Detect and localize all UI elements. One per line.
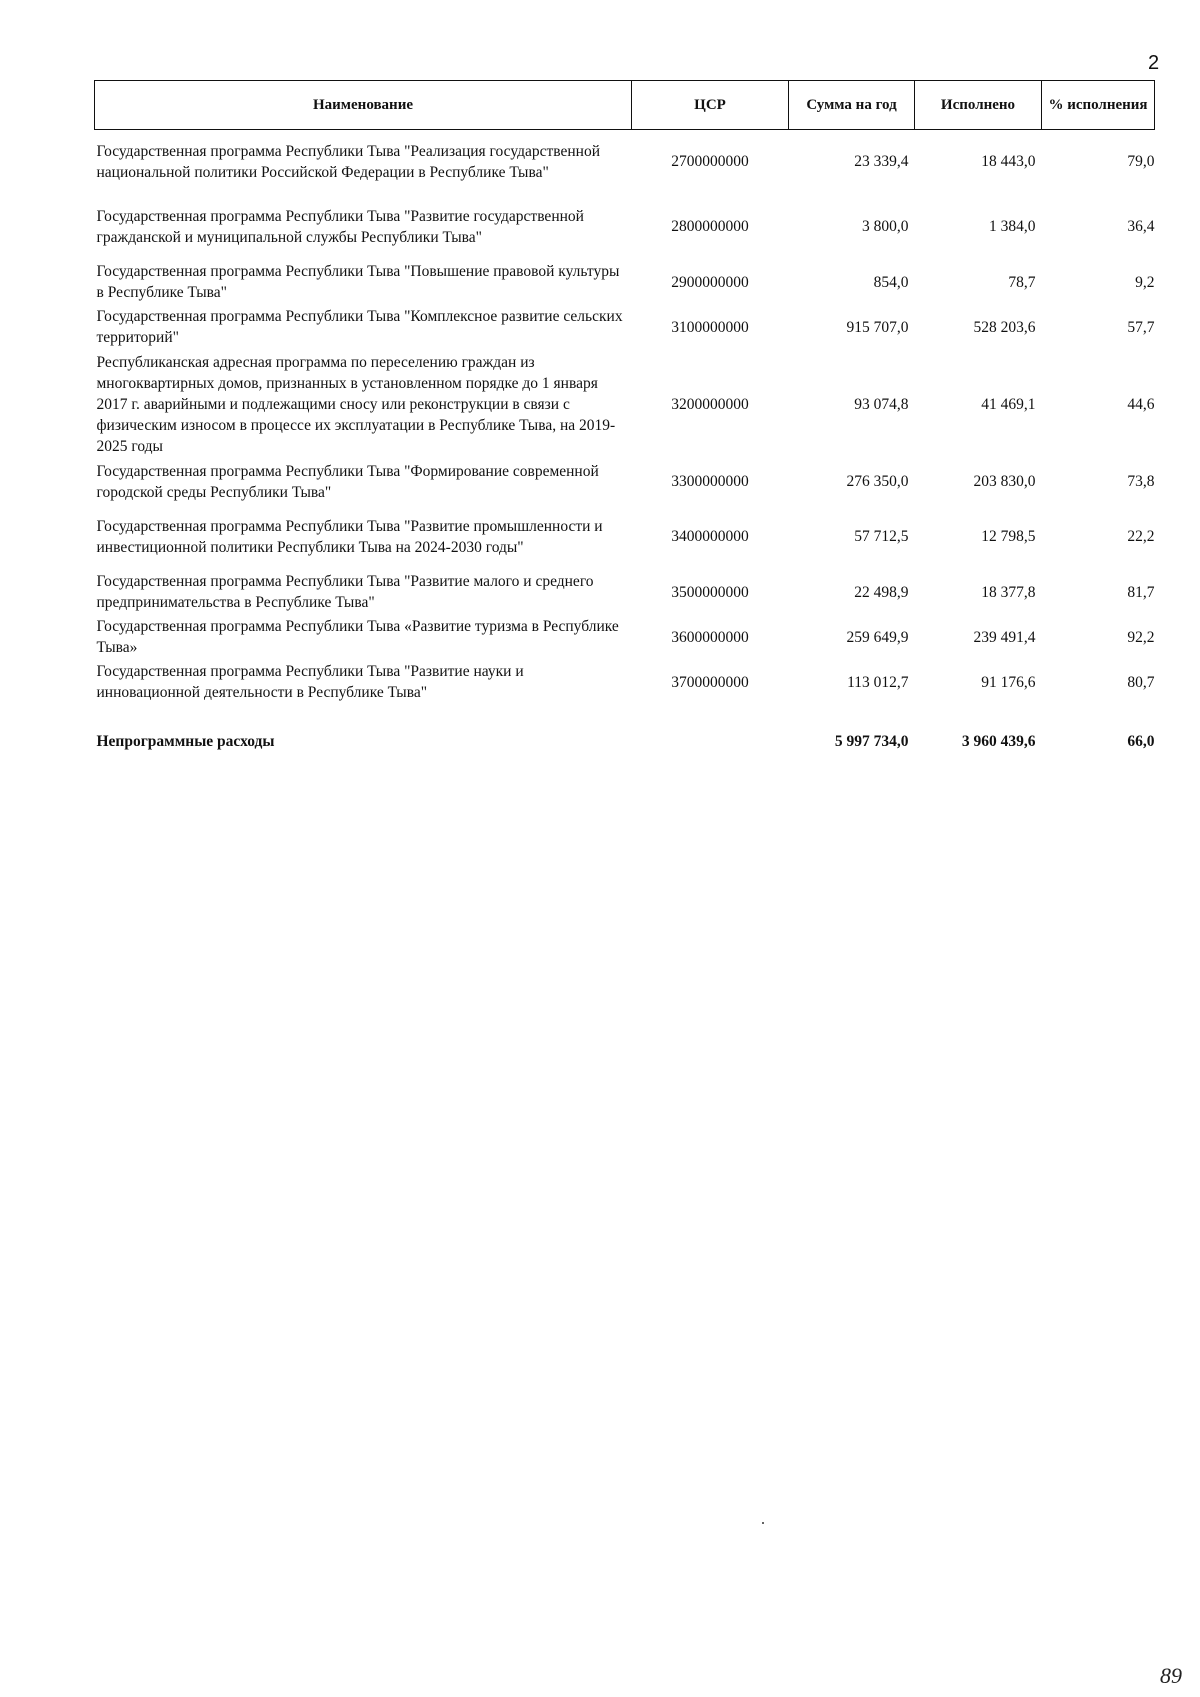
- row-name: Государственная программа Республики Тыва "Развитие промышленности и инвестиционной политики Республики Тыва на 2024-2030 годы": [96, 517, 603, 556]
- row-pct: 92,2: [1127, 628, 1155, 646]
- table-row: [95, 504, 1155, 570]
- row-name: Государственная программа Республики Тыва "Формирование современной городской среды Республики Тыва": [96, 462, 599, 501]
- row-csr: 3100000000: [671, 318, 749, 336]
- scan-speck: [762, 1522, 764, 1524]
- row-sum: 113 012,7: [847, 673, 909, 691]
- table-body: [95, 130, 1155, 753]
- row-csr: 3500000000: [671, 583, 749, 601]
- row-sum: 276 350,0: [846, 473, 909, 490]
- row-done: 18 377,8: [981, 583, 1036, 601]
- row-csr: 3600000000: [671, 628, 749, 646]
- row-pct: 79,0: [1127, 153, 1155, 171]
- row-name: Государственная программа Республики Тыва «Развитие туризма в Республике Тыва»: [96, 618, 619, 656]
- row-name: Государственная программа Республики Тыва "Развитие малого и среднего предпринимательства в Республике Тыва": [96, 573, 594, 611]
- row-done: 1 384,0: [989, 218, 1036, 235]
- total-row: [95, 705, 1155, 753]
- header-done: Исполнено: [915, 81, 1042, 130]
- table-row: [95, 460, 1155, 504]
- row-done: 528 203,6: [973, 318, 1036, 336]
- row-csr: 3400000000: [671, 528, 749, 545]
- table-row: [95, 130, 1155, 194]
- row-pct: 57,7: [1127, 318, 1155, 336]
- row-sum: 93 074,8: [854, 396, 909, 413]
- header-sum: Сумма на год: [789, 81, 915, 130]
- row-pct: 9,2: [1135, 273, 1155, 291]
- row-name: Государственная программа Республики Тыва "Развитие государственной гражданской и муниципальной службы Республики Тыва": [96, 207, 584, 246]
- row-sum: 22 498,9: [854, 583, 909, 601]
- row-csr: 3700000000: [671, 673, 749, 691]
- row-sum: 23 339,4: [854, 153, 909, 171]
- row-pct: 36,4: [1127, 218, 1155, 235]
- table-row: [95, 570, 1155, 615]
- row-name: Государственная программа Республики Тыва "Повышение правовой культуры в Республике Тыва": [96, 263, 620, 301]
- page-number: 2: [1148, 52, 1160, 74]
- row-done: 12 798,5: [981, 528, 1036, 545]
- row-pct: 80,7: [1127, 673, 1155, 691]
- header-csr: ЦСР: [632, 81, 789, 130]
- row-done: 239 491,4: [973, 628, 1036, 646]
- row-done: 41 469,1: [981, 396, 1036, 413]
- total-csr: [632, 705, 789, 753]
- row-done: 18 443,0: [981, 153, 1036, 171]
- row-sum: 259 649,9: [846, 628, 909, 646]
- table-row: [95, 660, 1155, 705]
- row-done: 78,7: [1008, 273, 1036, 291]
- row-sum: 915 707,0: [846, 318, 909, 336]
- row-done: 203 830,0: [973, 473, 1036, 490]
- row-pct: 81,7: [1127, 583, 1155, 601]
- header-row: [95, 81, 1155, 130]
- total-name: Непрограммные расходы: [96, 732, 275, 750]
- row-pct: 22,2: [1127, 528, 1155, 545]
- row-name: Республиканская адресная программа по переселению граждан из многоквартирных домов, признанных в установленном порядке до 1 января 2017 г. аварийными и подлежащими сносу или реконструкции в связи с физическим износом в процессе их эксплуатации в Республике Тыва, на 2019-2025 годы: [96, 354, 616, 455]
- row-sum: 3 800,0: [862, 218, 909, 235]
- table-row: [95, 305, 1155, 350]
- table-header: [95, 81, 1155, 130]
- row-csr: 3300000000: [671, 473, 749, 490]
- table-row: [95, 615, 1155, 660]
- row-pct: 73,8: [1127, 473, 1155, 490]
- row-sum: 57 712,5: [854, 528, 909, 545]
- row-csr: 2800000000: [671, 218, 749, 235]
- row-name: Государственная программа Республики Тыва "Комплексное развитие сельских территорий": [96, 308, 623, 346]
- header-pct: % исполнения: [1042, 81, 1155, 130]
- row-csr: 2900000000: [671, 273, 749, 291]
- header-name: Наименование: [95, 81, 632, 130]
- corner-handwritten-mark: 89: [1160, 1663, 1182, 1688]
- total-sum: 5 997 734,0: [834, 732, 909, 750]
- budget-execution-table: [94, 80, 1155, 753]
- row-name: Государственная программа Республики Тыва "Развитие науки и инновационной деятельности в Республике Тыва": [96, 663, 524, 701]
- total-done: 3 960 439,6: [961, 732, 1036, 750]
- row-csr: 3200000000: [671, 396, 749, 413]
- row-done: 91 176,6: [981, 673, 1036, 691]
- table-row: [95, 260, 1155, 305]
- row-pct: 44,6: [1127, 396, 1155, 413]
- table-row: [95, 194, 1155, 260]
- row-sum: 854,0: [873, 273, 909, 291]
- budget-execution-table-container: [94, 80, 1154, 753]
- row-csr: 2700000000: [671, 153, 749, 171]
- row-name: Государственная программа Республики Тыва "Реализация государственной национальной политики Российской Федерации в Республике Тыва": [96, 142, 601, 181]
- table-row: [95, 350, 1155, 460]
- total-pct: 66,0: [1127, 732, 1155, 750]
